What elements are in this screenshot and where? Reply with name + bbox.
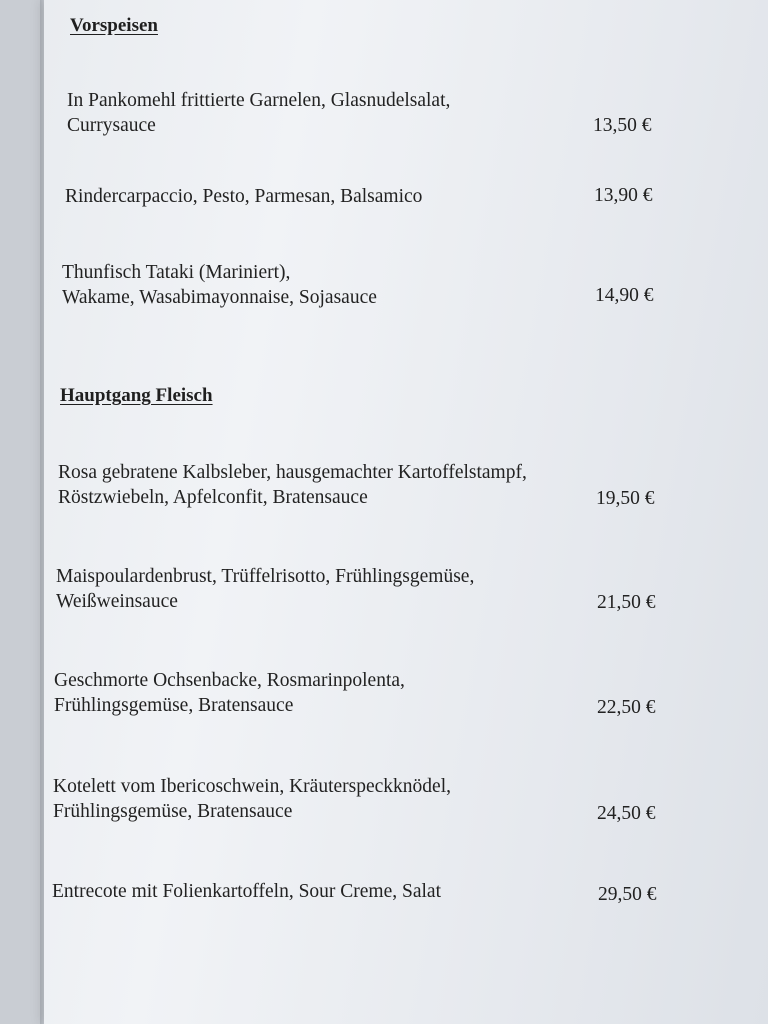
dish-line: Currysauce — [67, 115, 156, 136]
dish-description — [65, 184, 422, 209]
dish-price: 21,50 € — [597, 592, 656, 613]
dish-description — [56, 564, 474, 614]
dish-description — [52, 879, 441, 904]
dish-line: Röstzwiebeln, Apfelconfit, Bratensauce — [58, 487, 368, 508]
dish-description — [67, 88, 450, 138]
dish-price: 29,50 € — [598, 884, 657, 905]
dish-description — [58, 460, 527, 510]
dish-line: Wakame, Wasabimayonnaise, Sojasauce — [62, 287, 377, 308]
dish-description — [62, 260, 377, 310]
dish-price: 22,50 € — [597, 697, 656, 718]
dish-description — [53, 774, 451, 824]
dish-line: Weißweinsauce — [56, 591, 178, 612]
dish-price: 13,90 € — [594, 185, 653, 206]
section-heading-hauptgang-fleisch: Hauptgang Fleisch — [60, 385, 213, 406]
dish-price: 24,50 € — [597, 803, 656, 824]
section-heading-vorspeisen: Vorspeisen — [70, 15, 158, 36]
dish-line: In Pankomehl frittierte Garnelen, Glasnudelsalat, — [67, 90, 451, 111]
dish-line: Maispoulardenbrust, Trüffelrisotto, Frühlingsgemüse, — [56, 566, 475, 587]
dish-line: Thunfisch Tataki (Mariniert), — [62, 262, 291, 283]
dish-price: 14,90 € — [595, 285, 654, 306]
dish-line: Kotelett vom Ibericoschwein, Kräuterspeckknödel, — [53, 776, 451, 797]
dish-line: Entrecote mit Folienkartoffeln, Sour Creme, Salat — [52, 881, 442, 902]
dish-line: Rindercarpaccio, Pesto, Parmesan, Balsamico — [65, 186, 423, 207]
dish-description — [54, 668, 405, 718]
dish-line: Frühlingsgemüse, Bratensauce — [53, 801, 293, 822]
dish-price: 19,50 € — [596, 488, 655, 509]
dish-price: 13,50 € — [593, 115, 652, 136]
dish-line: Frühlingsgemüse, Bratensauce — [54, 695, 294, 716]
dish-line: Rosa gebratene Kalbsleber, hausgemachter Kartoffelstampf, — [58, 462, 527, 483]
dish-line: Geschmorte Ochsenbacke, Rosmarinpolenta, — [54, 670, 405, 691]
